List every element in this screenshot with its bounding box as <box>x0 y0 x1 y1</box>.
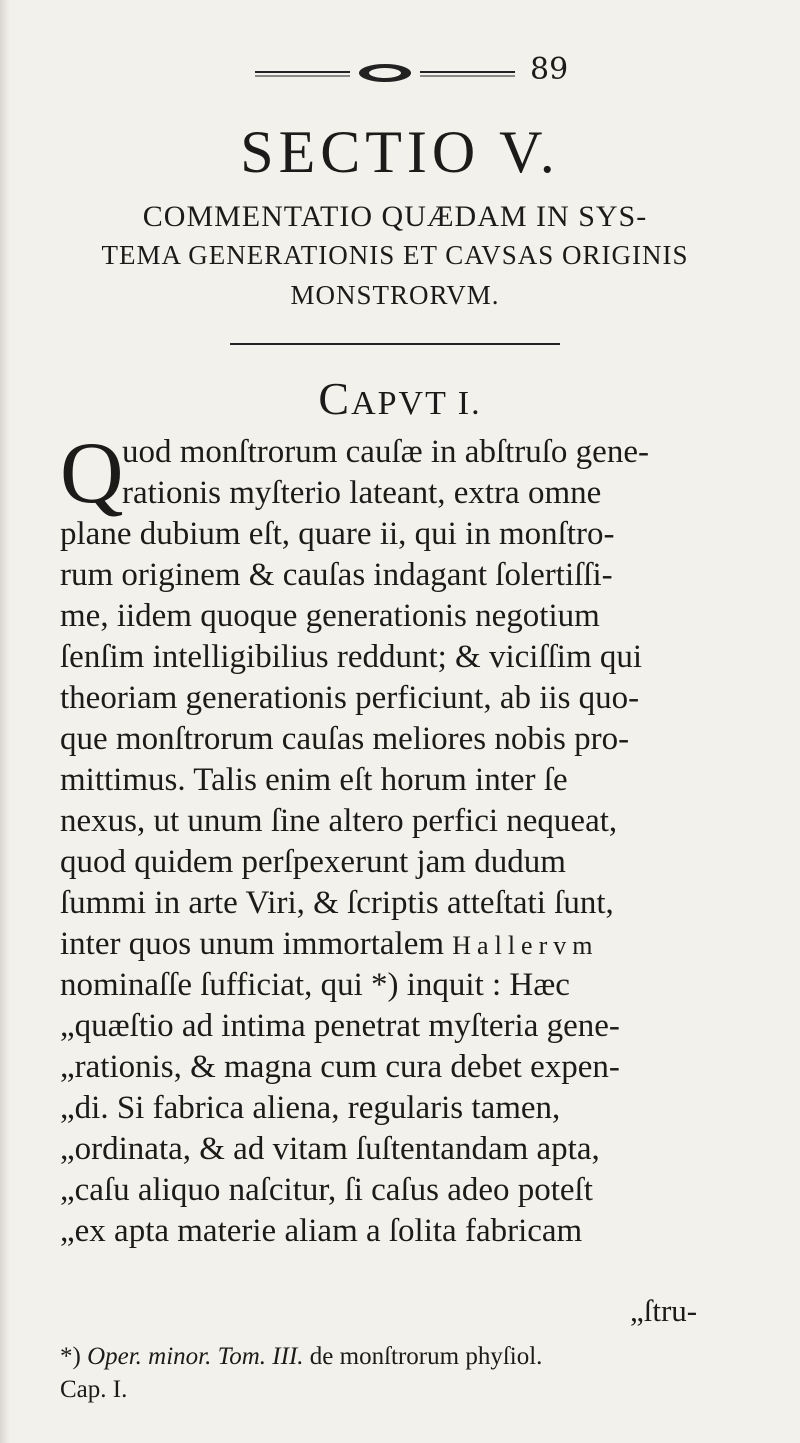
text-line: ſenſim intelligibilius reddunt; & viciſſim qui <box>60 639 643 675</box>
footnote <box>60 1340 760 1406</box>
header-ornament <box>255 60 515 84</box>
text-line: uod monſtrorum cauſæ in abſtruſo gene- <box>122 434 649 470</box>
page-number: 89 <box>530 52 569 87</box>
author-name: Hallervm <box>452 931 599 960</box>
section-heading-line-1: COMMENTATIO QUÆDAM IN SYS- <box>142 200 648 233</box>
footnote-line-2: Cap. I. <box>60 1376 128 1403</box>
text-line: plane dubium eſt, quare ii, qui in monſtro- <box>60 516 615 552</box>
quote-line: „quæſtio ad intima penetrat myſteria gene- <box>60 1008 620 1044</box>
section-heading-line-2: TEMA GENERATIONIS ET CAVSAS ORIGINIS <box>101 240 689 270</box>
text-segment: inter quos unum immortalem <box>60 926 453 962</box>
footnote-text: de monſtrorum phyſiol. <box>303 1343 543 1370</box>
text-line: mittimus. Talis enim eſt horum inter ſe <box>60 762 568 798</box>
chapter-heading <box>0 372 800 425</box>
section-title: SECTIO V. <box>240 119 560 185</box>
chapter-rest: APVT I. <box>351 385 482 422</box>
text-line: ſummi in arte Viri, & ſcriptis atteſtati ſunt, <box>60 885 614 921</box>
quote-line: „rationis, & magna cum cura debet expen- <box>60 1049 620 1085</box>
text-line: rationis myſterio lateant, extra omne <box>122 475 602 511</box>
text-line: quod quidem perſpexerunt jam dudum <box>60 844 566 880</box>
text-line <box>60 924 780 965</box>
footnote-line-1 <box>60 1340 760 1373</box>
footnote-citation: Oper. minor. Tom. III. <box>87 1343 304 1370</box>
drop-cap: Q <box>60 425 124 522</box>
text-line: nominaſſe ſufficiat, qui *) inquit : Hæc <box>60 967 570 1003</box>
text-line: theoriam generationis perficiunt, ab iis quo- <box>60 680 640 716</box>
quote-line: „ex apta materie aliam a ſolita fabricam <box>60 1213 583 1249</box>
body-text <box>60 425 780 1252</box>
catchword: „ſtru- <box>630 1293 698 1328</box>
text-line: me, iidem quoque generationis negotium <box>60 598 600 634</box>
text-line: rum originem & cauſas indagant ſolertiſſi- <box>60 557 613 593</box>
quote-line: „caſu aliquo naſcitur, ſi caſus adeo poteſt <box>60 1172 593 1208</box>
text-line: que monſtrorum cauſas meliores nobis pro- <box>60 721 630 757</box>
quote-line: „ordinata, & ad vitam ſuſtentandam apta, <box>60 1131 600 1167</box>
chapter-initial: C <box>318 373 352 424</box>
quote-line: „di. Si fabrica aliena, regularis tamen, <box>60 1090 561 1126</box>
section-heading-line-3: MONSTRORVM. <box>290 280 500 310</box>
text-line: nexus, ut unum ſine altero perfici nequeat, <box>60 803 618 839</box>
divider-rule <box>230 343 560 345</box>
footnote-marker: *) <box>60 1343 88 1370</box>
